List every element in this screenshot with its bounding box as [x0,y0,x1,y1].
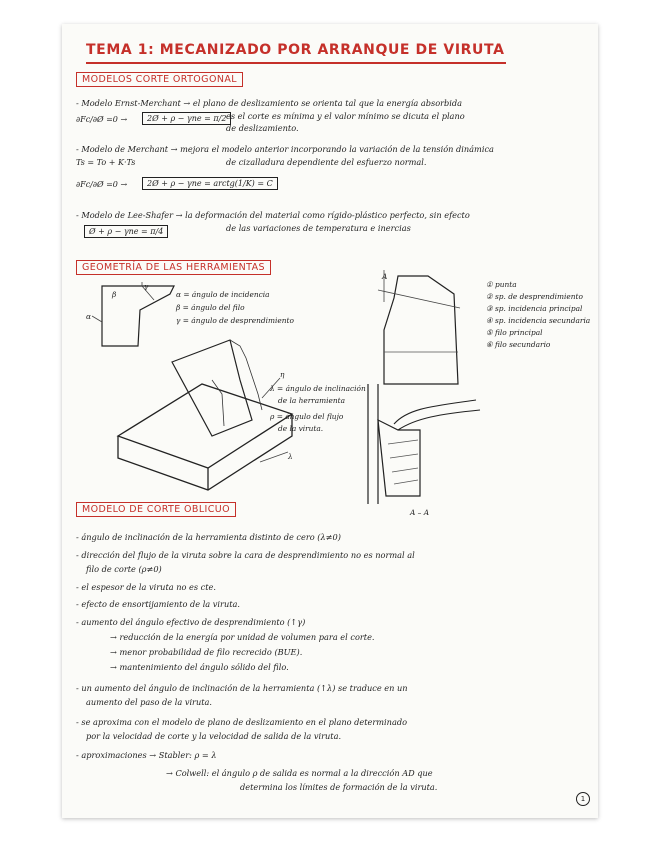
ernst-merchant-equation: 2Ø + ρ − γne = π/2 [142,112,231,125]
oblique-item: - efecto de ensortijamiento de la viruta. [76,599,240,609]
merchant-line-2: de cizalladura dependiente del esfuerzo normal. [226,157,427,167]
inclination-label: de la herramienta [278,396,346,405]
angle-definition: β = ángulo del filo [176,303,245,312]
merchant-stress-equation: Ts = To + K·Ts [76,158,136,167]
oblique-subitem: determina los límites de formación de la viruta. [240,782,438,792]
oblique-item: - aproximaciones → Stabler: ρ = λ [76,750,217,760]
oblique-item: filo de corte (ρ≠0) [86,564,162,574]
lee-shafer-line-1: - Modelo de Lee-Shafer → la deformación del material como rígido-plástico perfecto, sin efecto [76,210,470,220]
page-title: TEMA 1: MECANIZADO POR ARRANQUE DE VIRUTA [86,42,505,58]
angle-definition: α = ángulo de incidencia [176,290,270,299]
gamma-mark: γ [144,282,149,291]
oblique-item: - el espesor de la viruta no es cte. [76,582,216,592]
oblique-item: - un aumento del ángulo de inclinación de la herramienta (↑λ) se traduce en un [76,683,408,693]
merchant-derivative: ∂Fc/∂Ø =0 → [76,180,128,189]
oblique-subitem: → mantenimiento del ángulo sólido del filo. [110,662,289,672]
oblique-item: - dirección del flujo de la viruta sobre la cara de desprendimiento no es normal al [76,550,415,560]
eta-mark: η [280,370,285,379]
legend-item: ② sp. de desprendimiento [486,292,583,301]
tool-angle-sketch [92,282,182,348]
legend-item: ⑤ filo principal [486,328,543,337]
angle-definition: γ = ángulo de desprendimiento [176,316,294,325]
oblique-item: - ángulo de inclinación de la herramienta distinto de cero (λ≠0) [76,532,341,542]
ernst-merchant-line-1: - Modelo Ernst-Merchant → el plano de deslizamiento se orienta tal que la energía absorbida [76,98,463,108]
oblique-item: aumento del paso de la viruta. [86,697,213,707]
alpha-mark: α [86,312,91,321]
oblique-subitem: → Colwell: el ángulo ρ de salida es normal a la dirección AD que [166,768,433,778]
oblique-item: por la velocidad de corte y la velocidad de salida de la viruta. [86,731,342,741]
legend-item: ① punta [486,280,517,289]
section-heading-geometry: GEOMETRÍA DE LAS HERRAMIENTAS [76,260,271,275]
oblique-item: - se aproxima con el modelo de plano de deslizamiento en el plano determinado [76,717,407,727]
section-cut-mark: A [382,272,388,281]
section-heading-oblique: MODELO DE CORTE OBLICUO [76,502,236,517]
title-underline [86,62,506,64]
ernst-merchant-derivative: ∂Fc/∂Ø =0 → [76,115,128,124]
legend-item: ⑥ filo secundario [486,340,551,349]
lee-shafer-line-2: de las variaciones de temperatura e inercias [226,223,411,233]
section-label: A – A [410,508,430,517]
oblique-item: - aumento del ángulo efectivo de desprendimiento (↑γ) [76,617,306,627]
notebook-page [62,24,598,818]
lee-shafer-equation: Ø + ρ − γne = π/4 [84,225,168,238]
legend-item: ④ sp. incidencia secundaria [486,316,591,325]
section-aa-sketch [364,384,492,504]
merchant-line-1: - Modelo de Merchant → mejora el modelo anterior incorporando la variación de la tensión dinámica [76,144,494,154]
merchant-equation: 2Ø + ρ − γne = arctg(1/K) = C [142,177,278,190]
ernst-merchant-line-2: es el corte es mínima y el valor mínimo se dicuta el plano [226,111,465,121]
beta-mark: β [112,290,117,299]
ernst-merchant-line-3: de deslizamiento. [226,123,299,133]
lambda-mark: λ [288,452,293,461]
tool-tip-sketch [378,268,460,384]
oblique-subitem: → menor probabilidad de filo recrecido (BUE). [110,647,303,657]
page-number: 1 [576,792,590,806]
chip-flow-label: ρ = ángulo del flujo [270,412,344,421]
section-heading-orthogonal: MODELOS CORTE ORTOGONAL [76,72,243,87]
inclination-label: λ = ángulo de inclinación [270,384,366,393]
oblique-subitem: → reducción de la energía por unidad de volumen para el corte. [110,632,375,642]
chip-flow-label: de la viruta. [278,424,324,433]
legend-item: ③ sp. incidencia principal [486,304,583,313]
